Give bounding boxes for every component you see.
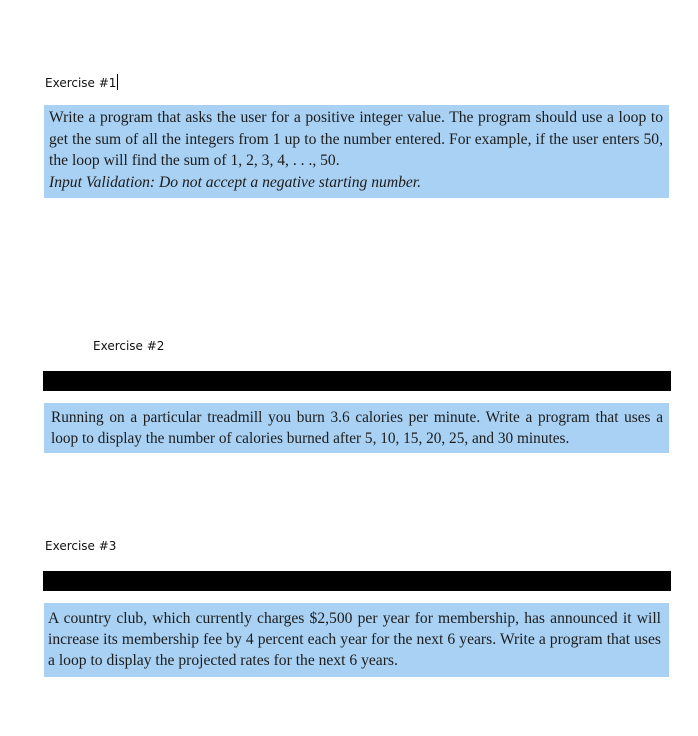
- exercise-3-title: Exercise #3: [45, 539, 117, 553]
- black-bar-2: [43, 371, 671, 391]
- exercise-2-panel: [44, 403, 669, 453]
- black-bar-3: [43, 571, 671, 591]
- exercise-1-title: [45, 74, 118, 90]
- exercise-1-paragraph: Write a program that asks the user for a positive integer value. The program should use a loop to get the sum of all the integers from 1 up to the number entered. For example, if the user enters 50, the loop will find the sum of 1, 2, 3, 4, . . ., 50.: [49, 109, 663, 169]
- exercise-2-paragraph: Running on a particular treadmill you burn 3.6 calories per minute. Write a program that uses a loop to display the number of calories burned after 5, 10, 15, 20, 25, and 30 minutes.: [51, 409, 663, 447]
- exercise-3-panel: [44, 603, 669, 677]
- text-cursor: [117, 74, 118, 90]
- exercise-1-title-text: Exercise #1: [45, 76, 117, 90]
- exercise-2-title: Exercise #2: [93, 339, 165, 353]
- exercise-1-panel: [44, 105, 669, 198]
- exercise-1-validation: Input Validation: Do not accept a negative starting number.: [49, 173, 422, 191]
- exercise-3-paragraph: A country club, which currently charges $2,500 per year for membership, has announced it will increase its membership fee by 4 percent each year for the next 6 years. Write a program that uses a loop to display the projected rates for the next 6 years.: [48, 610, 661, 669]
